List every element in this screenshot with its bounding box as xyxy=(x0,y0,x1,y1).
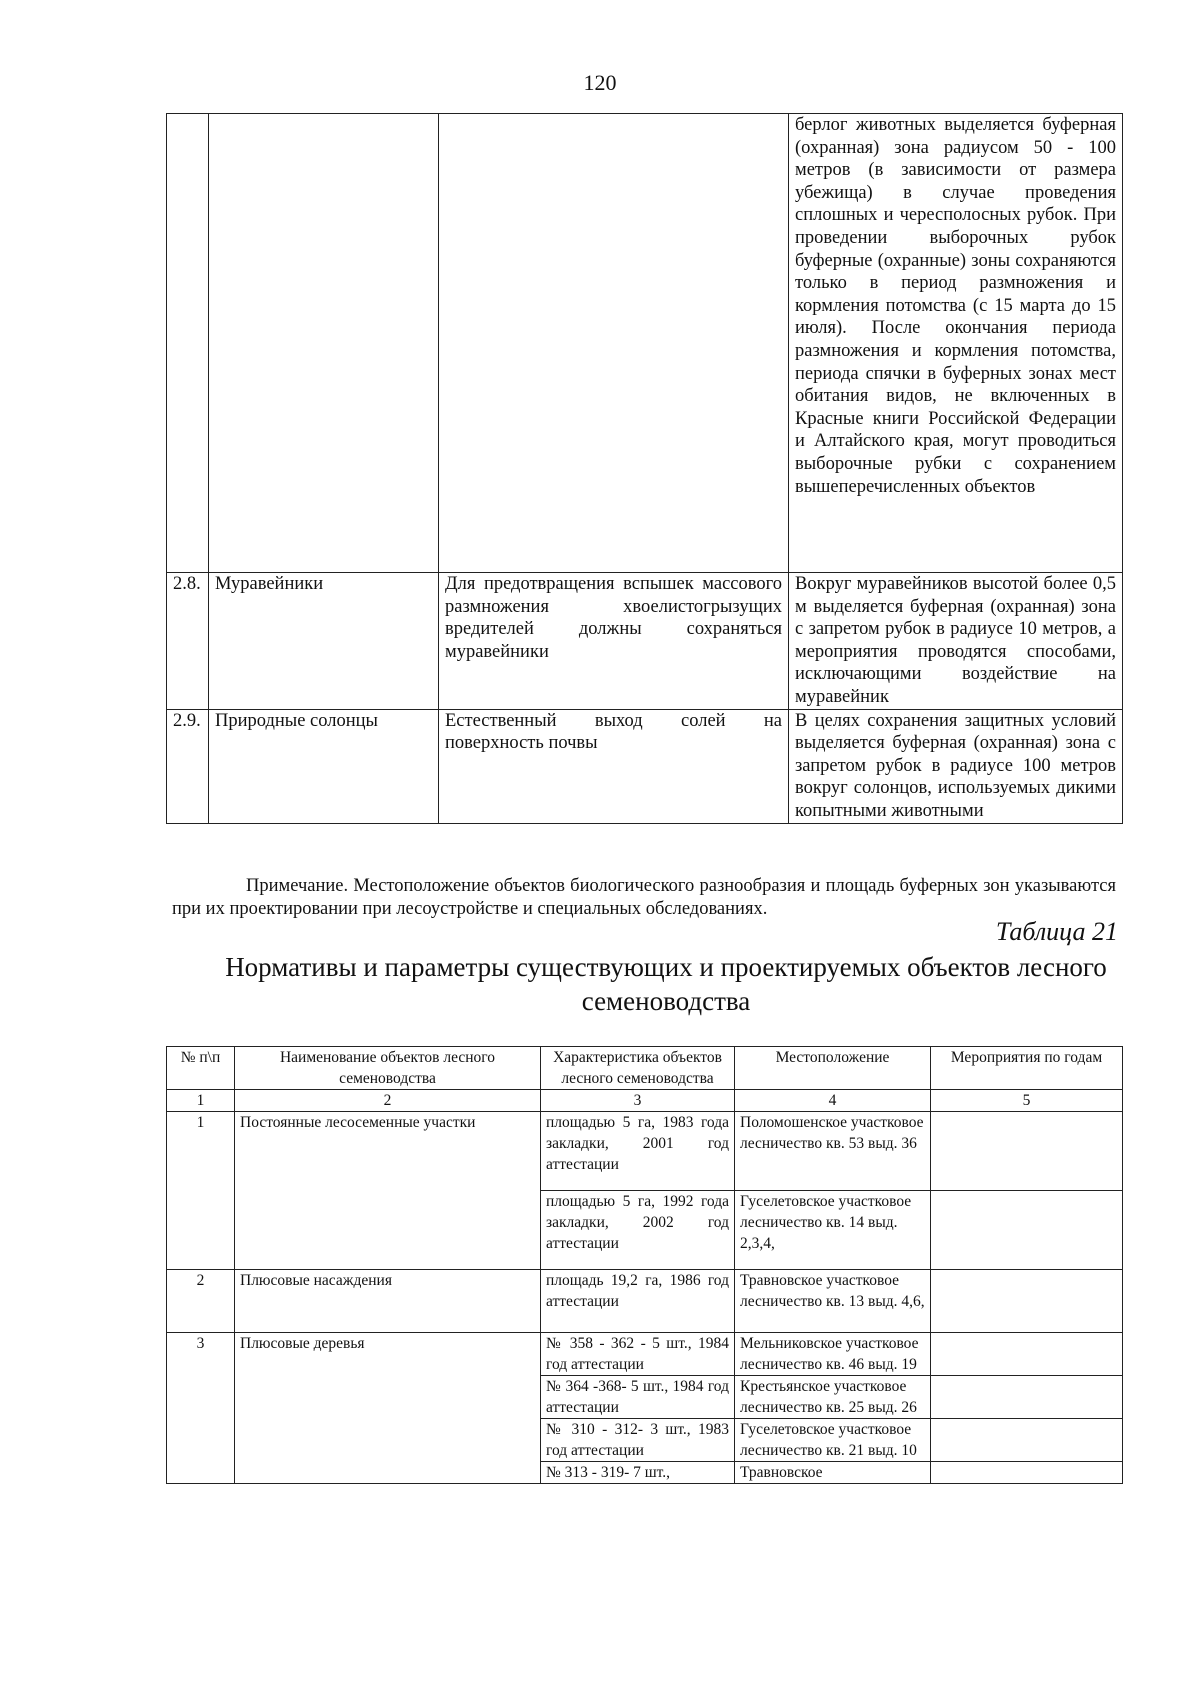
column-number: 5 xyxy=(931,1090,1123,1112)
object-name: Плюсовые деревья xyxy=(235,1333,541,1484)
object-characteristic: площадью 5 га, 1983 года закладки, 2001 год аттестации xyxy=(541,1112,735,1191)
column-number: 2 xyxy=(235,1090,541,1112)
header-row xyxy=(167,1047,1123,1090)
column-header: Мероприятия по годам xyxy=(931,1047,1123,1090)
table-row xyxy=(167,709,1123,823)
object-location: Гуселетовское участковое лесничество кв. 21 выд. 10 xyxy=(735,1419,931,1462)
object-events xyxy=(931,1376,1123,1419)
column-number: 1 xyxy=(167,1090,235,1112)
object-name: Муравейники xyxy=(209,573,439,710)
row-number: 2 xyxy=(167,1270,235,1333)
column-header: Местоположение xyxy=(735,1047,931,1090)
biodiversity-objects-table xyxy=(166,113,1123,824)
page-number: 120 xyxy=(583,70,617,95)
object-characteristic: № 313 - 319- 7 шт., xyxy=(541,1462,735,1484)
object-characteristic: № 358 - 362 - 5 шт., 1984 год аттестации xyxy=(541,1333,735,1376)
object-characteristic: № 364 -368- 5 шт., 1984 год аттестации xyxy=(541,1376,735,1419)
column-header: Характеристика объектов лесного семеноводства xyxy=(541,1047,735,1090)
column-number: 4 xyxy=(735,1090,931,1112)
row-number: 2.9. xyxy=(167,709,209,823)
object-location: Крестьянское участковое лесничество кв. 25 выд. 26 xyxy=(735,1376,931,1419)
table-row xyxy=(167,1270,1123,1333)
object-events xyxy=(931,1191,1123,1270)
table-title: Нормативы и параметры существующих и проектируемых объектов лесного семеноводства xyxy=(225,952,1107,1016)
object-measure: В целях сохранения защитных условий выделяется буферная (охранная) зона с запретом рубок в радиусе 100 метров вокруг солонцов, используемых дикими копытными животными xyxy=(789,709,1123,823)
row-number: 2.8. xyxy=(167,573,209,710)
table-cell xyxy=(439,114,789,573)
seed-production-table xyxy=(166,1046,1123,1484)
object-characteristic: площадью 5 га, 1992 года закладки, 2002 год аттестации xyxy=(541,1191,735,1270)
object-location: Травновское участковое лесничество кв. 13 выд. 4,6, xyxy=(735,1270,931,1333)
table-cell xyxy=(167,114,209,573)
table-row xyxy=(167,573,1123,710)
object-location: Поломошенское участковое лесничество кв. 53 выд. 36 xyxy=(735,1112,931,1191)
table-row xyxy=(167,1333,1123,1376)
object-name: Постоянные лесосеменные участки xyxy=(235,1112,541,1270)
object-events xyxy=(931,1419,1123,1462)
table-note: Примечание. Местоположение объектов биологического разнообразия и площадь буферных зон указываются при их проектировании при лесоустройстве и специальных обследованиях. xyxy=(172,876,1116,919)
object-characteristic: площадь 19,2 га, 1986 год аттестации xyxy=(541,1270,735,1333)
object-events xyxy=(931,1270,1123,1333)
object-events xyxy=(931,1333,1123,1376)
object-events xyxy=(931,1112,1123,1191)
object-location: Травновское xyxy=(735,1462,931,1484)
buffer-zone-measure-cell: берлог животных выделяется буферная (охранная) зона радиусом 50 - 100 метров (в зависимости от размера убежища) в случае проведения сплошных и чересполосных рубок. При проведении выборочных рубок буферные (охранные) зоны сохраняются только в период размножения и кормления потомства (с 15 марта до 15 июля). После окончания периода размножения и кормления потомства, периода спячки в буферных зонах мест обитания видов, не включенных в Красные книги Российской Федерации и Алтайского края, могут проводиться выборочные рубки с сохранением вышеперечисленных объектов xyxy=(789,114,1123,573)
column-number-row xyxy=(167,1090,1123,1112)
table-row xyxy=(167,114,1123,573)
row-number: 3 xyxy=(167,1333,235,1484)
object-location: Гуселетовское участковое лесничество кв. 14 выд. 2,3,4, xyxy=(735,1191,931,1270)
object-name: Плюсовые насаждения xyxy=(235,1270,541,1333)
object-measure: Вокруг муравейников высотой более 0,5 м выделяется буферная (охранная) зона с запретом рубок в радиусе 10 метров, а мероприятия проводятся способами, исключающими воздействие на муравейник xyxy=(789,573,1123,710)
column-header: № п\п xyxy=(167,1047,235,1090)
column-number: 3 xyxy=(541,1090,735,1112)
row-number: 1 xyxy=(167,1112,235,1270)
column-header: Наименование объектов лесного семеноводства xyxy=(235,1047,541,1090)
table-cell xyxy=(209,114,439,573)
object-name: Природные солонцы xyxy=(209,709,439,823)
table-row xyxy=(167,1112,1123,1191)
object-description: Для предотвращения вспышек массового размножения хвоелистогрызущих вредителей должны сохраняться муравейники xyxy=(439,573,789,710)
object-characteristic: № 310 - 312- 3 шт., 1983 год аттестации xyxy=(541,1419,735,1462)
object-events xyxy=(931,1462,1123,1484)
object-location: Мельниковское участковое лесничество кв. 46 выд. 19 xyxy=(735,1333,931,1376)
table-caption: Таблица 21 xyxy=(995,917,1118,946)
object-description: Естественный выход солей на поверхность почвы xyxy=(439,709,789,823)
